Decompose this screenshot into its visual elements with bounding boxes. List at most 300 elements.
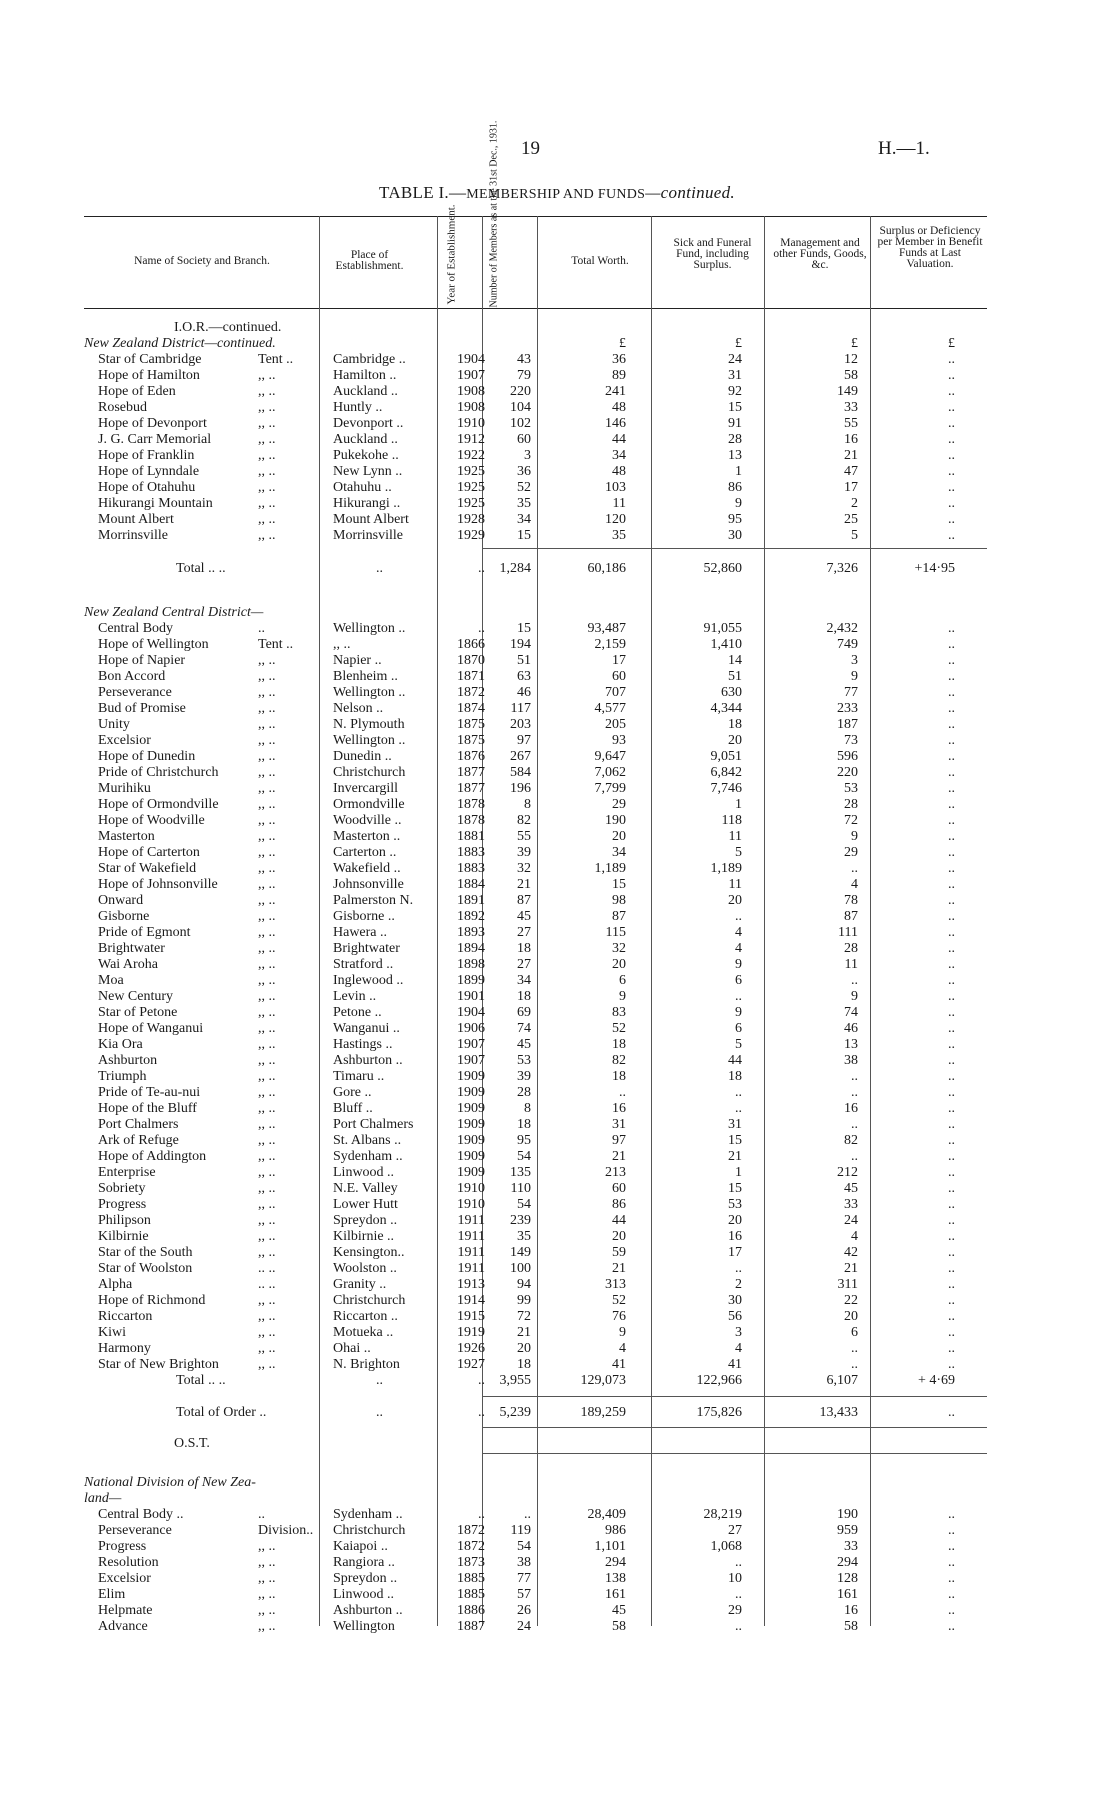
- branch-name: Resolution: [98, 1555, 159, 1570]
- place-cell: Kaiapoi ..: [333, 1539, 388, 1554]
- surplus-cell: ..: [948, 637, 955, 652]
- table-row: [0, 829, 1114, 845]
- worth-cell: 15: [612, 877, 626, 892]
- year-cell: 1908: [457, 400, 485, 415]
- branch-name: Kiwi: [98, 1325, 126, 1340]
- place-cell: Invercargill: [333, 781, 399, 796]
- surplus-cell: ..: [948, 909, 955, 924]
- table-row: [0, 797, 1114, 813]
- branch-unit: ,, ..: [258, 448, 276, 463]
- worth-cell: 9: [619, 989, 626, 1004]
- branch-unit: ,, ..: [258, 400, 276, 415]
- col-header-worth: Total Worth.: [571, 255, 629, 267]
- surplus-cell: ..: [948, 701, 955, 716]
- year-cell: ..: [478, 1507, 485, 1522]
- members-cell: 220: [510, 384, 531, 399]
- branch-name: Sobriety: [98, 1181, 146, 1196]
- worth-cell: 36: [612, 352, 626, 367]
- place-cell: Pukekohe ..: [333, 448, 399, 463]
- branch-unit: Division..: [258, 1523, 314, 1538]
- worth-cell: 60,186: [587, 561, 626, 576]
- members-cell: 1,284: [499, 561, 531, 576]
- surplus-cell: ..: [948, 400, 955, 415]
- branch-unit: ,, ..: [258, 432, 276, 447]
- place-cell: Port Chalmers: [333, 1117, 414, 1132]
- worth-cell: 89: [612, 368, 626, 383]
- worth-cell: 58: [612, 1619, 626, 1634]
- worth-cell: 4: [619, 1341, 626, 1356]
- surplus-cell: ..: [948, 749, 955, 764]
- surplus-cell: ..: [948, 1277, 955, 1292]
- table-row: [0, 749, 1114, 765]
- table-row: [0, 973, 1114, 989]
- mgmt-cell: 4: [851, 877, 858, 892]
- surplus-cell: ..: [948, 480, 955, 495]
- place-cell: Granity ..: [333, 1277, 387, 1292]
- table-row: [0, 941, 1114, 957]
- place-cell: New Lynn ..: [333, 464, 403, 479]
- place-cell: Christchurch: [333, 765, 406, 780]
- worth-cell: 97: [612, 1133, 626, 1148]
- place-cell: Huntly ..: [333, 400, 383, 415]
- worth-cell: 18: [612, 1069, 626, 1084]
- place-cell: ..: [376, 1405, 383, 1420]
- branch-name: Hope of Richmond: [98, 1293, 206, 1308]
- branch-unit: Tent ..: [258, 352, 294, 367]
- members-cell: 34: [517, 973, 531, 988]
- surplus-cell: ..: [948, 384, 955, 399]
- table-title: [0, 183, 1114, 203]
- mgmt-cell: 29: [844, 845, 858, 860]
- branch-unit: ,, ..: [258, 845, 276, 860]
- mgmt-cell: 4: [851, 1229, 858, 1244]
- year-cell: ..: [478, 1405, 485, 1420]
- mgmt-cell: ..: [851, 861, 858, 876]
- year-cell: 1919: [457, 1325, 485, 1340]
- sick-cell: 1,189: [710, 861, 742, 876]
- year-cell: 1898: [457, 957, 485, 972]
- branch-name: Star of the South: [98, 1245, 193, 1260]
- surplus-cell: ..: [948, 1309, 955, 1324]
- surplus-cell: ..: [948, 368, 955, 383]
- table-row: [0, 1181, 1114, 1197]
- sick-cell: 95: [728, 512, 742, 527]
- sick-cell: 3: [735, 1325, 742, 1340]
- worth-cell: 83: [612, 1005, 626, 1020]
- year-cell: 1876: [457, 749, 485, 764]
- branch-name: Hope of Otahuhu: [98, 480, 196, 495]
- year-cell: 1908: [457, 384, 485, 399]
- total-row: [0, 1405, 1114, 1421]
- branch-unit: ,, ..: [258, 1133, 276, 1148]
- surplus-cell: ..: [948, 1619, 955, 1634]
- surplus-cell: ..: [948, 1325, 955, 1340]
- worth-cell: 32: [612, 941, 626, 956]
- members-cell: 21: [517, 1325, 531, 1340]
- surplus-cell: ..: [948, 1555, 955, 1570]
- year-cell: 1901: [457, 989, 485, 1004]
- members-cell: 8: [524, 1101, 531, 1116]
- sick-cell: 20: [728, 893, 742, 908]
- place-cell: Ashburton ..: [333, 1053, 403, 1068]
- surplus-cell: ..: [948, 813, 955, 828]
- members-cell: 149: [510, 1245, 531, 1260]
- surplus-cell: ..: [948, 1005, 955, 1020]
- worth-cell: 41: [612, 1357, 626, 1372]
- table-row: [0, 1539, 1114, 1555]
- sick-cell: 5: [735, 1037, 742, 1052]
- mgmt-cell: 233: [837, 701, 858, 716]
- place-cell: Brightwater: [333, 941, 400, 956]
- mgmt-cell: 47: [844, 464, 858, 479]
- sick-cell: 1,410: [710, 637, 742, 652]
- table-row: [0, 1619, 1114, 1635]
- worth-cell: 20: [612, 1229, 626, 1244]
- table-row: [0, 1165, 1114, 1181]
- col-header-members: Number of Members as at the 31st Dec., 1931.: [488, 120, 500, 308]
- branch-unit: ,, ..: [258, 1021, 276, 1036]
- sick-cell: 44: [728, 1053, 742, 1068]
- branch-name: Central Body ..: [98, 1507, 184, 1522]
- place-cell: Kilbirnie ..: [333, 1229, 395, 1244]
- surplus-cell: £: [948, 336, 955, 351]
- worth-cell: 115: [605, 925, 626, 940]
- branch-name: Enterprise: [98, 1165, 156, 1180]
- branch-name: New Zealand Central District—: [84, 605, 264, 620]
- branch-name: Excelsior: [98, 733, 151, 748]
- branch-name: Philipson: [98, 1213, 151, 1228]
- sick-cell: 6: [735, 973, 742, 988]
- year-cell: 1891: [457, 893, 485, 908]
- year-cell: 1909: [457, 1101, 485, 1116]
- mgmt-cell: 78: [844, 893, 858, 908]
- table-row: [0, 877, 1114, 893]
- sick-cell: 28: [728, 432, 742, 447]
- surplus-cell: ..: [948, 1213, 955, 1228]
- mgmt-cell: 2: [851, 496, 858, 511]
- branch-unit: ,, ..: [258, 1197, 276, 1212]
- sick-cell: £: [735, 336, 742, 351]
- surplus-cell: ..: [948, 941, 955, 956]
- members-cell: 97: [517, 733, 531, 748]
- branch-name: New Zealand District—continued.: [84, 336, 276, 351]
- branch-unit: ,, ..: [258, 909, 276, 924]
- mgmt-cell: 311: [837, 1277, 858, 1292]
- branch-name: Pride of Christchurch: [98, 765, 219, 780]
- mgmt-cell: 7,326: [826, 561, 858, 576]
- members-cell: 34: [517, 512, 531, 527]
- sick-cell: 41: [728, 1357, 742, 1372]
- members-cell: ..: [524, 1507, 531, 1522]
- table-row: [0, 669, 1114, 685]
- place-cell: Napier ..: [333, 653, 382, 668]
- place-cell: Motueka ..: [333, 1325, 394, 1340]
- mgmt-cell: 74: [844, 1005, 858, 1020]
- year-cell: 1909: [457, 1165, 485, 1180]
- branch-name: Progress: [98, 1539, 147, 1554]
- year-cell: 1878: [457, 813, 485, 828]
- branch-name: Hope of Woodville: [98, 813, 205, 828]
- mgmt-cell: 149: [837, 384, 858, 399]
- branch-unit: ,, ..: [258, 1181, 276, 1196]
- mgmt-cell: 21: [844, 1261, 858, 1276]
- surplus-cell: ..: [948, 1149, 955, 1164]
- worth-cell: 48: [612, 464, 626, 479]
- year-cell: 1928: [457, 512, 485, 527]
- table-row: [0, 448, 1114, 464]
- branch-unit: ,, ..: [258, 717, 276, 732]
- surplus-cell: ..: [948, 1293, 955, 1308]
- place-cell: N. Brighton: [333, 1357, 400, 1372]
- worth-cell: 34: [612, 448, 626, 463]
- table-row: [0, 1149, 1114, 1165]
- year-cell: 1875: [457, 717, 485, 732]
- col-header-place: Place of Establishment.: [335, 249, 404, 272]
- total-rule: [482, 1453, 987, 1454]
- year-cell: 1872: [457, 1539, 485, 1554]
- place-cell: Auckland ..: [333, 384, 398, 399]
- year-cell: 1911: [457, 1229, 485, 1244]
- year-cell: 1907: [457, 368, 485, 383]
- sick-cell: 51: [728, 669, 742, 684]
- members-cell: 18: [517, 989, 531, 1004]
- members-cell: 46: [517, 685, 531, 700]
- sick-cell: 122,966: [696, 1373, 742, 1388]
- sick-cell: 7,746: [710, 781, 742, 796]
- place-cell: Carterton ..: [333, 845, 397, 860]
- surplus-cell: ..: [948, 733, 955, 748]
- table-row: [0, 893, 1114, 909]
- surplus-cell: ..: [948, 1603, 955, 1618]
- branch-unit: ..: [258, 621, 265, 636]
- surplus-cell: ..: [948, 621, 955, 636]
- members-cell: 39: [517, 1069, 531, 1084]
- worth-cell: 707: [605, 685, 626, 700]
- sick-cell: 4: [735, 1341, 742, 1356]
- year-cell: 1884: [457, 877, 485, 892]
- sick-cell: 6,842: [710, 765, 742, 780]
- branch-unit: ,, ..: [258, 1357, 276, 1372]
- year-cell: 1912: [457, 432, 485, 447]
- place-cell: Gisborne ..: [333, 909, 395, 924]
- table-row: [0, 1197, 1114, 1213]
- worth-cell: ..: [619, 1085, 626, 1100]
- surplus-cell: ..: [948, 512, 955, 527]
- members-cell: 74: [517, 1021, 531, 1036]
- year-cell: 1877: [457, 781, 485, 796]
- sick-cell: ..: [735, 989, 742, 1004]
- table-row: [0, 464, 1114, 480]
- year-cell: ..: [478, 561, 485, 576]
- col-header-mgmt: Management and other Funds, Goods, &c.: [773, 237, 867, 271]
- members-cell: 39: [517, 845, 531, 860]
- mgmt-cell: 45: [844, 1181, 858, 1196]
- place-cell: Christchurch: [333, 1523, 406, 1538]
- place-cell: Sydenham ..: [333, 1507, 403, 1522]
- mgmt-cell: 16: [844, 1603, 858, 1618]
- members-cell: 53: [517, 1053, 531, 1068]
- surplus-cell: ..: [948, 1165, 955, 1180]
- year-cell: 1910: [457, 1197, 485, 1212]
- mgmt-cell: 16: [844, 432, 858, 447]
- members-cell: 26: [517, 1603, 531, 1618]
- surplus-cell: ..: [948, 925, 955, 940]
- members-cell: 24: [517, 1619, 531, 1634]
- mgmt-cell: 9: [851, 989, 858, 1004]
- branch-unit: ,, ..: [258, 528, 276, 543]
- sick-cell: 21: [728, 1149, 742, 1164]
- table-row: [0, 1245, 1114, 1261]
- place-cell: Dunedin ..: [333, 749, 392, 764]
- worth-cell: 44: [612, 432, 626, 447]
- surplus-cell: ..: [948, 1133, 955, 1148]
- branch-name: Perseverance: [98, 685, 172, 700]
- surplus-cell: ..: [948, 1085, 955, 1100]
- branch-name: Hope of Carterton: [98, 845, 200, 860]
- place-cell: Hikurangi ..: [333, 496, 401, 511]
- branch-name: Excelsior: [98, 1571, 151, 1586]
- worth-cell: 20: [612, 829, 626, 844]
- header-top-rule: [84, 216, 987, 217]
- sick-cell: 1,068: [710, 1539, 742, 1554]
- branch-unit: ,, ..: [258, 496, 276, 511]
- place-cell: Johnsonville: [333, 877, 404, 892]
- year-cell: 1887: [457, 1619, 485, 1634]
- table-row: [0, 1101, 1114, 1117]
- table-row: [0, 1037, 1114, 1053]
- mgmt-cell: 58: [844, 1619, 858, 1634]
- branch-name: Elim: [98, 1587, 126, 1602]
- branch-name: New Century: [98, 989, 174, 1004]
- mgmt-cell: ..: [851, 1085, 858, 1100]
- table-row: [0, 1261, 1114, 1277]
- table-row: [0, 1277, 1114, 1293]
- sick-cell: 28,219: [703, 1507, 742, 1522]
- year-cell: 1909: [457, 1149, 485, 1164]
- members-cell: 5,239: [499, 1405, 531, 1420]
- total-rule: [482, 1396, 987, 1397]
- place-cell: Devonport ..: [333, 416, 404, 431]
- worth-cell: 146: [605, 416, 626, 431]
- surplus-cell: ..: [948, 765, 955, 780]
- members-cell: 203: [510, 717, 531, 732]
- surplus-cell: ..: [948, 893, 955, 908]
- members-cell: 27: [517, 957, 531, 972]
- place-cell: Palmerston N.: [333, 893, 414, 908]
- col-header-year: Year of Establishment.: [445, 204, 458, 305]
- col-header-sick: Sick and Funeral Fund, including Surplus.: [673, 237, 752, 271]
- branch-name: Hope of Ormondville: [98, 797, 219, 812]
- surplus-cell: ..: [948, 845, 955, 860]
- branch-unit: ,, ..: [258, 1117, 276, 1132]
- mgmt-cell: 2,432: [826, 621, 858, 636]
- branch-name: Murihiku: [98, 781, 151, 796]
- branch-name: Star of New Brighton: [98, 1357, 219, 1372]
- members-cell: 32: [517, 861, 531, 876]
- surplus-cell: ..: [948, 1053, 955, 1068]
- members-cell: 15: [517, 621, 531, 636]
- branch-unit: ,, ..: [258, 893, 276, 908]
- total-rule: [482, 548, 987, 549]
- total-row: [0, 1373, 1114, 1389]
- worth-cell: 1,101: [594, 1539, 626, 1554]
- table-row: [0, 1005, 1114, 1021]
- branch-name: Hope of Franklin: [98, 448, 195, 463]
- branch-unit: ,, ..: [258, 384, 276, 399]
- members-cell: 77: [517, 1571, 531, 1586]
- mgmt-cell: ..: [851, 973, 858, 988]
- place-cell: Morrinsville: [333, 528, 403, 543]
- surplus-cell: ..: [948, 1181, 955, 1196]
- sick-cell: ..: [735, 1555, 742, 1570]
- surplus-cell: ..: [948, 416, 955, 431]
- mgmt-cell: £: [851, 336, 858, 351]
- members-cell: 135: [510, 1165, 531, 1180]
- sick-cell: 9: [735, 496, 742, 511]
- mgmt-cell: 22: [844, 1293, 858, 1308]
- branch-unit: ,, ..: [258, 1309, 276, 1324]
- sick-cell: 31: [728, 1117, 742, 1132]
- surplus-cell: + 4·69: [917, 1373, 955, 1388]
- table-row: [0, 1293, 1114, 1309]
- worth-cell: 161: [605, 1587, 626, 1602]
- mgmt-cell: 53: [844, 781, 858, 796]
- members-cell: 36: [517, 464, 531, 479]
- year-cell: 1911: [457, 1213, 485, 1228]
- branch-name: Hope of Johnsonville: [98, 877, 218, 892]
- year-cell: 1883: [457, 845, 485, 860]
- worth-cell: 2,159: [594, 637, 626, 652]
- year-cell: 1870: [457, 653, 485, 668]
- year-cell: 1927: [457, 1357, 485, 1372]
- sick-cell: 9: [735, 1005, 742, 1020]
- surplus-cell: ..: [948, 432, 955, 447]
- branch-name: Masterton: [98, 829, 155, 844]
- table-row: [0, 1587, 1114, 1603]
- mgmt-cell: 959: [837, 1523, 858, 1538]
- surplus-cell: ..: [948, 829, 955, 844]
- year-cell: 1910: [457, 1181, 485, 1196]
- place-cell: Petone ..: [333, 1005, 382, 1020]
- year-cell: 1904: [457, 352, 485, 367]
- branch-name: Ashburton: [98, 1053, 158, 1068]
- place-cell: Masterton ..: [333, 829, 401, 844]
- members-cell: 55: [517, 829, 531, 844]
- sick-cell: 14: [728, 653, 742, 668]
- table-row: [0, 1603, 1114, 1619]
- table-row: [0, 1213, 1114, 1229]
- branch-name: Riccarton: [98, 1309, 153, 1324]
- mgmt-cell: 3: [851, 653, 858, 668]
- sick-cell: 11: [728, 829, 742, 844]
- place-cell: Linwood ..: [333, 1165, 395, 1180]
- branch-unit: ,, ..: [258, 957, 276, 972]
- branch-unit: ,, ..: [258, 653, 276, 668]
- branch-unit: ,, ..: [258, 797, 276, 812]
- table-row: [0, 400, 1114, 416]
- mgmt-cell: 9: [851, 669, 858, 684]
- sick-cell: 20: [728, 733, 742, 748]
- branch-name: Star of Woolston: [98, 1261, 193, 1276]
- place-cell: Spreydon ..: [333, 1213, 398, 1228]
- sick-cell: 86: [728, 480, 742, 495]
- mgmt-cell: 13,433: [819, 1405, 858, 1420]
- place-cell: Otahuhu ..: [333, 480, 392, 495]
- members-cell: 3: [524, 448, 531, 463]
- members-cell: 87: [517, 893, 531, 908]
- branch-unit: ,, ..: [258, 941, 276, 956]
- members-cell: 35: [517, 1229, 531, 1244]
